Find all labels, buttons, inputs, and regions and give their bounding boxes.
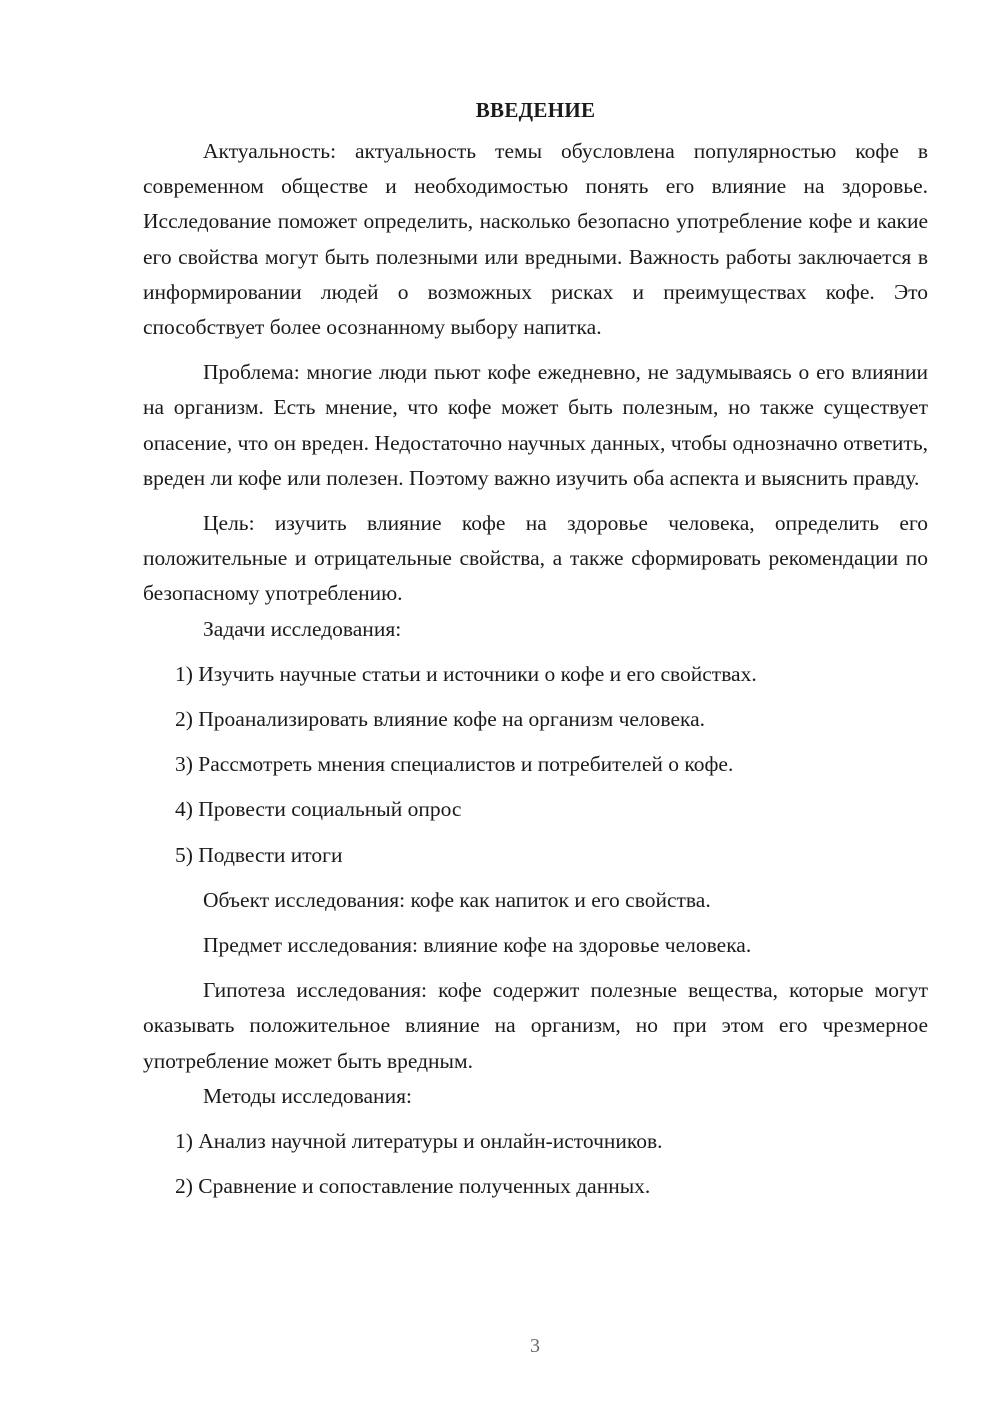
tasks-heading: Задачи исследования:	[203, 616, 402, 641]
goal-paragraph: Цель: изучить влияние кофе на здоровье человека, определить его положительные и отрицательные свойства, а также сформировать рекомендации по безопасному употреблению.	[143, 511, 928, 606]
method-item: 1) Анализ научной литературы и онлайн-источников.	[175, 1129, 663, 1154]
relevance-paragraph: Актуальность: актуальность темы обусловлена популярностью кофе в современном обществе и необходимостью понять его влияние на здоровье. Исследование поможет определить, насколько безопасно употребление кофе и какие его свойства могут быть полезными или вредными. Важность работы заключается в информировании людей о возможных рисках и преимуществах кофе. Это способствует более осознанному выбору напитка.	[143, 139, 928, 340]
task-item: 2) Проанализировать влияние кофе на организм человека.	[175, 707, 706, 732]
methods-list	[143, 1124, 928, 1204]
task-item: 1) Изучить научные статьи и источники о кофе и его свойствах.	[175, 661, 757, 686]
task-item: 4) Провести социальный опрос	[175, 797, 462, 822]
document-page	[143, 93, 928, 1204]
method-item: 2) Сравнение и сопоставление полученных данных.	[175, 1174, 651, 1199]
document-title: ВВЕДЕНИЕ	[475, 98, 596, 122]
methods-heading: Методы исследования:	[203, 1083, 412, 1108]
problem-paragraph: Проблема: многие люди пьют кофе ежедневно, не задумываясь о его влиянии на организм. Есть мнение, что кофе может быть полезным, но также существует опасение, что он вреден. Недостаточно научных данных, чтобы однозначно ответить, вреден ли кофе или полезен. Поэтому важно изучить оба аспекта и выяснить правду.	[143, 360, 928, 490]
hypothesis-paragraph: Гипотеза исследования: кофе содержит полезные вещества, которые могут оказывать положительное влияние на организм, но при этом его чрезмерное употребление может быть вредным.	[143, 978, 928, 1073]
object-line: Объект исследования: кофе как напиток и его свойства.	[203, 887, 711, 912]
subject-line: Предмет исследования: влияние кофе на здоровье человека.	[203, 933, 752, 958]
task-item: 5) Подвести итоги	[175, 842, 343, 867]
page-number: 3	[530, 1335, 540, 1357]
tasks-list	[143, 657, 928, 873]
task-item: 3) Рассмотреть мнения специалистов и потребителей о кофе.	[175, 752, 734, 777]
